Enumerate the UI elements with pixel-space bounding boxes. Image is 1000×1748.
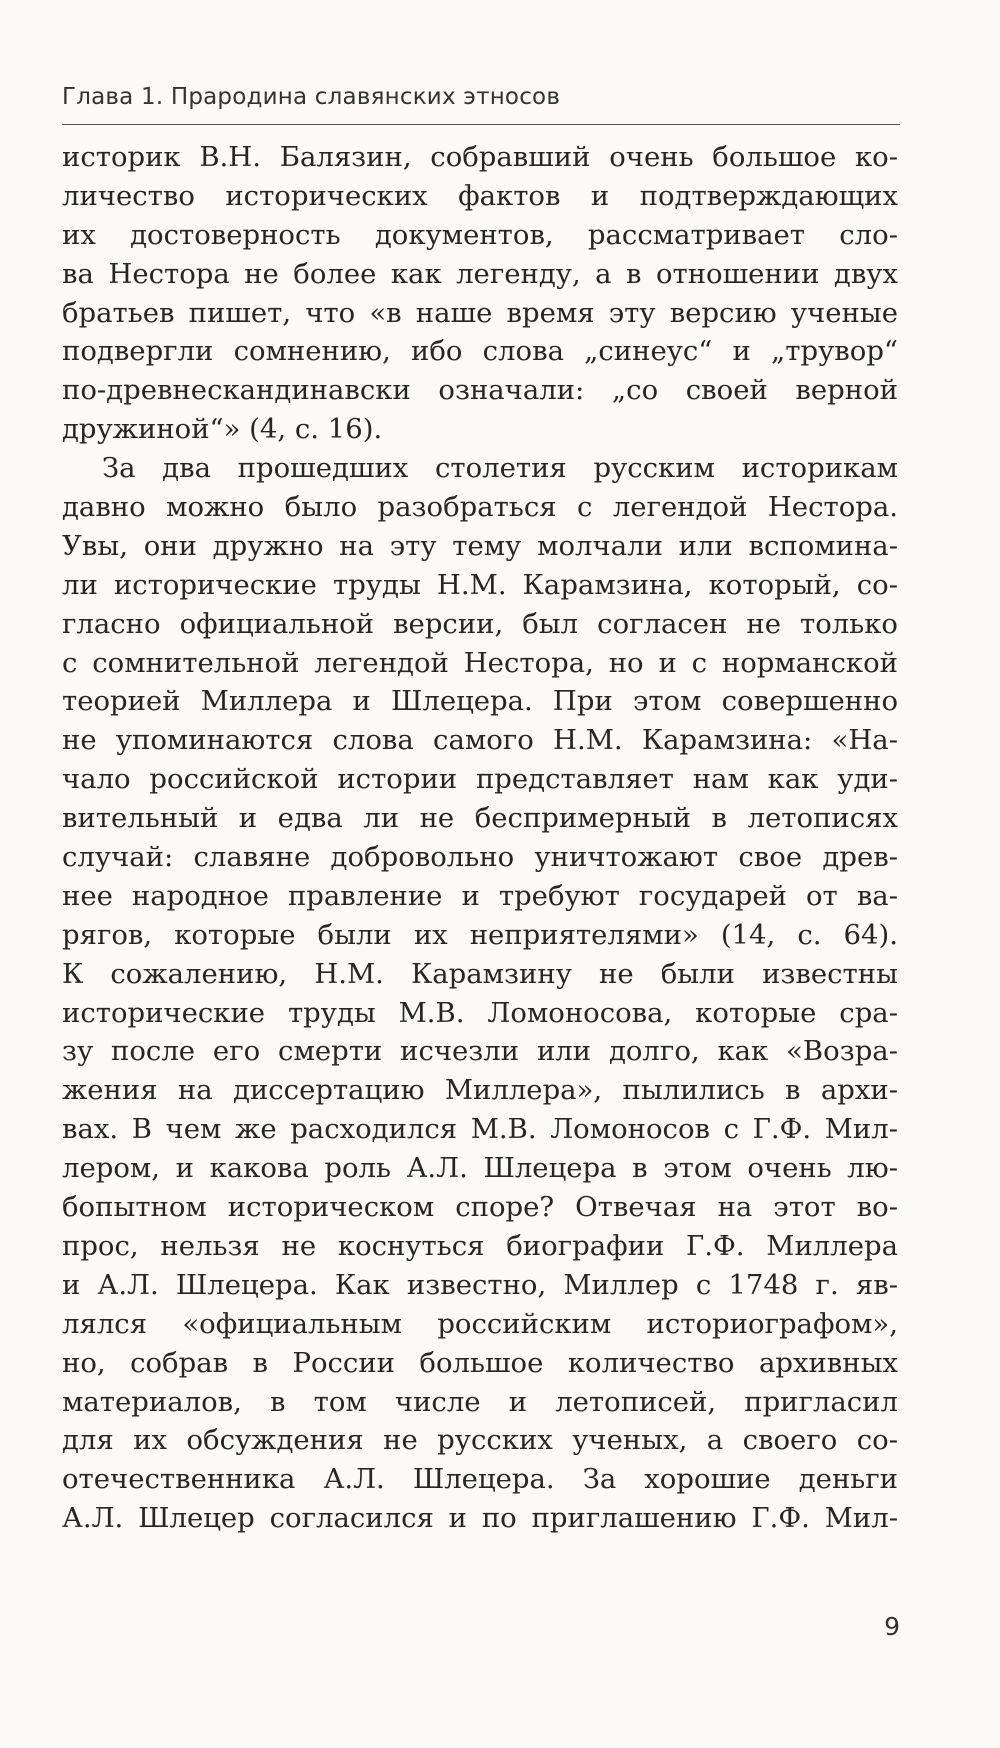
- text-line: Увы, они дружно на эту тему молчали или вспомина-: [62, 529, 898, 562]
- text-line: исторические труды М.В. Ломоносова, которые сра-: [62, 996, 898, 1029]
- text-line: вах. В чем же расходился М.В. Ломоносов с Г.Ф. Мил-: [62, 1113, 898, 1146]
- text-line: по-древнескандинавски означали: „со своей верной: [62, 374, 898, 407]
- header-rule: [62, 124, 900, 125]
- text-line: личество исторических фактов и подтверждающих: [62, 179, 898, 212]
- paragraph: [62, 449, 898, 1538]
- text-line: жения на диссертацию Миллера», пылились в архи-: [62, 1074, 898, 1107]
- text-line: но, собрав в России большое количество архивных: [62, 1346, 898, 1379]
- text-line: А.Л. Шлецер согласился и по приглашению Г.Ф. Мил-: [62, 1502, 898, 1535]
- text-line: случай: славяне добровольно уничтожают свое древ-: [62, 841, 898, 874]
- body-text: [62, 138, 898, 1538]
- text-line: чало российской истории представляет нам как уди-: [62, 763, 898, 796]
- text-line: историк В.Н. Балязин, собравший очень большое ко-: [62, 141, 898, 173]
- text-line: с сомнительной легендой Нестора, но и с норманской: [62, 646, 898, 679]
- text-line: ли исторические труды Н.М. Карамзина, который, со-: [62, 568, 898, 601]
- text-line: бопытном историческом споре? Отвечая на этот во-: [62, 1191, 898, 1224]
- text-line: отечественника А.Л. Шлецера. За хорошие деньги: [62, 1463, 898, 1496]
- text-line: материалов, в том числе и летописей, пригласил: [62, 1385, 898, 1418]
- text-line: нее народное правление и требуют государей от ва-: [62, 879, 898, 912]
- text-line: подвергли сомнению, ибо слова „синеус“ и „трувор“: [62, 335, 898, 368]
- text-line: рягов, которые были их неприятелями» (14, с. 64).: [62, 918, 898, 951]
- text-line: давно можно было разобраться с легендой Нестора.: [62, 491, 898, 524]
- text-line: дружиной“» (4, с. 16).: [62, 413, 383, 446]
- text-line: вительный и едва ли не беспримерный в летописях: [62, 802, 898, 835]
- text-line: теорией Миллера и Шлецера. При этом совершенно: [62, 685, 898, 718]
- text-line: прос, нельзя не коснуться биографии Г.Ф. Миллера: [62, 1229, 898, 1262]
- text-line: зу после его смерти исчезли или долго, как «Возра-: [62, 1035, 898, 1068]
- paragraph: [62, 138, 898, 449]
- text-line: лялся «официальным российским историографом»,: [62, 1307, 898, 1340]
- text-line: их достоверность документов, рассматривает сло-: [62, 218, 898, 251]
- text-line: лером, и какова роль А.Л. Шлецера в этом очень лю-: [62, 1152, 898, 1185]
- text-line: За два прошедших столетия русским историкам: [102, 452, 898, 485]
- text-line: для их обсуждения не русских ученых, а своего со-: [62, 1424, 898, 1457]
- text-line: К сожалению, Н.М. Карамзину не были известны: [62, 957, 898, 990]
- text-line: и А.Л. Шлецера. Как известно, Миллер с 1748 г. яв-: [62, 1268, 898, 1301]
- text-line: ва Нестора не более как легенду, а в отношении двух: [62, 257, 898, 290]
- text-line: не упоминаются слова самого Н.М. Карамзина: «На-: [62, 724, 898, 757]
- running-header: Глава 1. Прародина славянских этносов: [62, 84, 561, 110]
- page-number: 9: [884, 1612, 900, 1641]
- text-line: гласно официальной версии, был согласен не только: [62, 607, 898, 640]
- text-line: братьев пишет, что «в наше время эту версию ученые: [62, 296, 898, 329]
